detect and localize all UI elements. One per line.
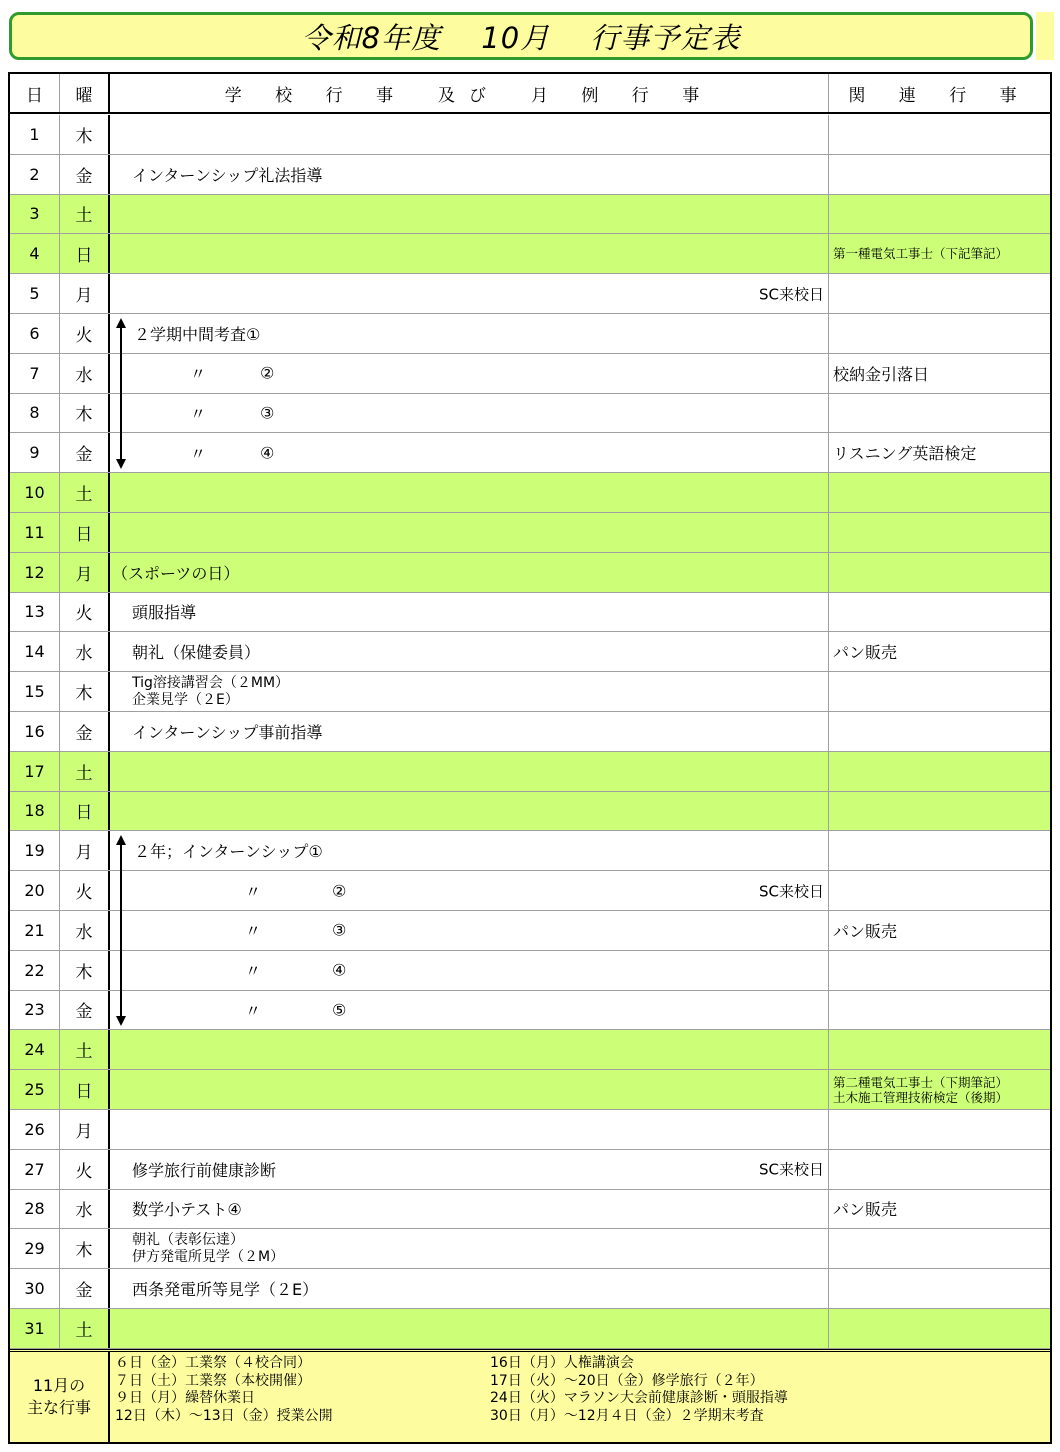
weekday-cell: 土: [60, 1030, 110, 1069]
related-cell: [829, 1110, 1050, 1149]
day-cell: 13: [10, 593, 60, 632]
event-cell: [110, 1030, 829, 1069]
header-dow: 曜: [60, 74, 110, 112]
related-cell: [829, 1229, 1050, 1268]
sc-visit-note: SC来校日: [759, 1160, 824, 1179]
next-month-item: 30日（月）～12月４日（金）２学期末考査: [490, 1407, 764, 1424]
day-cell: 21: [10, 911, 60, 950]
table-row: [10, 513, 1050, 553]
internship-period-range-line: [120, 843, 122, 1018]
related-cell: [829, 234, 1050, 273]
related-text: 第一種電気工事士（下記筆記）: [833, 246, 1009, 262]
day-cell: 26: [10, 1110, 60, 1149]
session-number: ②: [260, 363, 275, 383]
weekday-cell: 金: [60, 433, 110, 472]
related-text: パン販売: [833, 1200, 898, 1220]
table-row: [10, 195, 1050, 235]
weekday-cell: 水: [60, 911, 110, 950]
related-cell: [829, 274, 1050, 313]
event-text: ２年；インターンシップ①: [134, 842, 323, 862]
sc-visit-note: SC来校日: [759, 285, 824, 304]
event-cell: [110, 632, 829, 671]
day-cell: 7: [10, 354, 60, 393]
event-cell: [110, 115, 829, 154]
event-cell: [110, 314, 829, 353]
day-cell: 6: [10, 314, 60, 353]
weekday-cell: 木: [60, 951, 110, 990]
event-text: インターンシップ事前指導: [132, 722, 323, 742]
event-cell: [110, 1110, 829, 1149]
day-cell: 29: [10, 1229, 60, 1268]
event-cell: [110, 274, 829, 313]
related-cell: [829, 1150, 1050, 1189]
table-row: [10, 1229, 1050, 1269]
event-cell: [110, 354, 829, 393]
related-cell: [829, 1070, 1050, 1109]
day-cell: 11: [10, 513, 60, 552]
related-cell: [829, 911, 1050, 950]
day-cell: 24: [10, 1030, 60, 1069]
weekday-cell: 土: [60, 195, 110, 234]
related-cell: [829, 991, 1050, 1030]
related-cell: [829, 433, 1050, 472]
related-cell: [829, 1309, 1050, 1348]
day-cell: 4: [10, 234, 60, 273]
event-text: Tig溶接講習会（２MM）: [132, 674, 290, 691]
weekday-cell: 水: [60, 1190, 110, 1229]
table-row: [10, 433, 1050, 473]
weekday-cell: 木: [60, 672, 110, 711]
event-cell: [110, 513, 829, 552]
weekday-cell: 木: [60, 1229, 110, 1268]
ditto-mark: 〃: [190, 364, 207, 384]
event-cell: [110, 911, 829, 950]
next-month-col1: [110, 1352, 490, 1442]
day-cell: 27: [10, 1150, 60, 1189]
weekday-cell: 月: [60, 831, 110, 870]
ditto-mark: 〃: [190, 404, 207, 424]
related-cell: [829, 1030, 1050, 1069]
day-cell: 18: [10, 792, 60, 831]
exam-period-arrow-down-icon: [116, 459, 126, 469]
next-month-col2: [490, 1352, 1050, 1442]
exam-period-range-line: [120, 326, 122, 461]
table-row: [10, 1309, 1050, 1349]
weekday-cell: 日: [60, 1070, 110, 1109]
related-text: 土木施工管理技術検定（後期）: [833, 1089, 1009, 1105]
event-cell: [110, 1229, 829, 1268]
weekday-cell: 日: [60, 234, 110, 273]
event-cell: [110, 951, 829, 990]
header-related: 関 連 行 事: [848, 85, 1031, 106]
table-row: [10, 394, 1050, 434]
ditto-mark: 〃: [245, 921, 262, 941]
table-row: [10, 831, 1050, 871]
related-cell: [829, 951, 1050, 990]
ditto-mark: 〃: [245, 1001, 262, 1021]
day-cell: 8: [10, 394, 60, 433]
event-lines: [132, 1232, 284, 1266]
sc-visit-note: SC来校日: [759, 882, 824, 901]
related-text: パン販売: [833, 643, 898, 663]
session-number: ⑤: [332, 1000, 347, 1020]
table-row: [10, 951, 1050, 991]
weekday-cell: 金: [60, 155, 110, 194]
next-month-events: [10, 1349, 1050, 1442]
weekday-cell: 木: [60, 115, 110, 154]
related-cell: [829, 513, 1050, 552]
table-row: [10, 274, 1050, 314]
ditto-mark: 〃: [190, 444, 207, 464]
day-cell: 22: [10, 951, 60, 990]
ditto-mark: 〃: [245, 961, 262, 981]
related-cell: [829, 792, 1050, 831]
weekday-cell: 火: [60, 593, 110, 632]
table-row: [10, 314, 1050, 354]
event-text: 修学旅行前健康診断: [132, 1160, 277, 1180]
related-cell: [829, 314, 1050, 353]
related-cell: [829, 394, 1050, 433]
day-cell: 1: [10, 115, 60, 154]
weekday-cell: 木: [60, 394, 110, 433]
ditto-mark: 〃: [245, 882, 262, 902]
table-row: [10, 1110, 1050, 1150]
session-number: ④: [332, 960, 347, 980]
table-row: [10, 792, 1050, 832]
event-text: 朝礼（保健委員）: [132, 643, 261, 663]
related-cell: [829, 752, 1050, 791]
table-row: [10, 1150, 1050, 1190]
next-month-label-line1: 11月の: [32, 1376, 86, 1395]
event-text: 企業見学（２E）: [132, 691, 239, 708]
table-row: [10, 354, 1050, 394]
event-cell: [110, 792, 829, 831]
internship-period-arrow-down-icon: [116, 1016, 126, 1026]
table-row: [10, 1070, 1050, 1110]
day-cell: 28: [10, 1190, 60, 1229]
event-cell: [110, 433, 829, 472]
event-cell: [110, 553, 829, 592]
weekday-cell: 月: [60, 553, 110, 592]
day-cell: 23: [10, 991, 60, 1030]
related-cell: [829, 672, 1050, 711]
day-cell: 12: [10, 553, 60, 592]
related-text: 校納金引落日: [833, 364, 930, 384]
weekday-cell: 月: [60, 274, 110, 313]
table-row: [10, 672, 1050, 712]
related-text: リスニング英語検定: [833, 444, 977, 464]
day-cell: 14: [10, 632, 60, 671]
next-month-item: 17日（火）～20日（金）修学旅行（２年）: [490, 1372, 764, 1389]
event-cell: [110, 1150, 829, 1189]
event-text: （スポーツの日）: [112, 563, 240, 583]
related-cell: [829, 195, 1050, 234]
next-month-item: 12日（木）～13日（金）授業公開: [115, 1407, 333, 1424]
session-number: ③: [332, 920, 347, 940]
related-cell: [829, 553, 1050, 592]
event-lines: [132, 675, 289, 709]
schedule-table: [8, 72, 1052, 1444]
table-row: [10, 1030, 1050, 1070]
event-cell: [110, 991, 829, 1030]
event-cell: [110, 155, 829, 194]
table-row: [10, 632, 1050, 672]
session-number: ③: [260, 403, 275, 423]
related-cell: [829, 155, 1050, 194]
table-row: [10, 1269, 1050, 1309]
table-row: [10, 155, 1050, 195]
weekday-cell: 金: [60, 712, 110, 751]
event-cell: [110, 1070, 829, 1109]
related-lines: [833, 1075, 1008, 1105]
related-text: 第二種電気工事士（下期筆記）: [833, 1074, 1009, 1090]
event-cell: [110, 871, 829, 910]
weekday-cell: 水: [60, 354, 110, 393]
weekday-cell: 土: [60, 752, 110, 791]
day-cell: 19: [10, 831, 60, 870]
day-cell: 30: [10, 1269, 60, 1308]
event-cell: [110, 195, 829, 234]
related-cell: [829, 831, 1050, 870]
related-cell: [829, 115, 1050, 154]
event-text: 頭服指導: [132, 603, 197, 623]
weekday-cell: 火: [60, 871, 110, 910]
weekday-cell: 金: [60, 1269, 110, 1308]
next-month-item: ７日（土）工業祭（本校開催）: [115, 1372, 311, 1389]
day-cell: 31: [10, 1309, 60, 1348]
table-row: [10, 1190, 1050, 1230]
related-cell: [829, 354, 1050, 393]
weekday-cell: 月: [60, 1110, 110, 1149]
title-strip: [1036, 12, 1054, 60]
event-cell: [110, 672, 829, 711]
table-row: [10, 991, 1050, 1031]
table-row: [10, 752, 1050, 792]
next-month-item: ９日（月）繰替休業日: [115, 1390, 255, 1406]
page-title: 令和8年度 10月 行事予定表: [301, 20, 741, 55]
event-text: 数学小テスト④: [132, 1200, 242, 1220]
event-cell: [110, 712, 829, 751]
day-cell: 16: [10, 712, 60, 751]
related-text: パン販売: [833, 921, 898, 941]
event-cell: [110, 752, 829, 791]
next-month-label: [10, 1352, 110, 1442]
table-row: [10, 911, 1050, 951]
table-row: [10, 234, 1050, 274]
related-cell: [829, 871, 1050, 910]
table-row: [10, 593, 1050, 633]
event-text: インターンシップ礼法指導: [132, 165, 323, 185]
day-cell: 10: [10, 473, 60, 512]
day-cell: 5: [10, 274, 60, 313]
header-day: 日: [10, 74, 60, 112]
event-text: 西条発電所等見学（２E）: [132, 1280, 319, 1300]
related-cell: [829, 593, 1050, 632]
next-month-label-line2: 主な行事: [26, 1398, 91, 1417]
weekday-cell: 土: [60, 1309, 110, 1348]
session-number: ④: [260, 443, 275, 463]
day-cell: 9: [10, 433, 60, 472]
event-cell: [110, 1309, 829, 1348]
table-row: [10, 712, 1050, 752]
event-cell: [110, 234, 829, 273]
weekday-cell: 火: [60, 1150, 110, 1189]
table-row: [10, 473, 1050, 513]
event-text: 朝礼（表彰伝達）: [132, 1231, 244, 1248]
next-month-item: ６日（金）工業祭（４校合同）: [115, 1355, 311, 1371]
weekday-cell: 日: [60, 792, 110, 831]
day-cell: 2: [10, 155, 60, 194]
related-cell: [829, 1190, 1050, 1229]
header-events: 学 校 行 事 及び 月 例 行 事: [110, 74, 829, 112]
table-header: [10, 74, 1050, 114]
related-cell: [829, 1269, 1050, 1308]
weekday-cell: 土: [60, 473, 110, 512]
table-row: [10, 553, 1050, 593]
day-cell: 25: [10, 1070, 60, 1109]
day-cell: 15: [10, 672, 60, 711]
event-cell: [110, 593, 829, 632]
event-text: 伊方発電所見学（２M）: [132, 1248, 285, 1265]
next-month-item: 16日（月）人権講演会: [490, 1355, 634, 1371]
weekday-cell: 金: [60, 991, 110, 1030]
day-cell: 3: [10, 195, 60, 234]
session-number: ②: [332, 881, 347, 901]
related-cell: [829, 632, 1050, 671]
weekday-cell: 火: [60, 314, 110, 353]
event-cell: [110, 1190, 829, 1229]
event-cell: [110, 394, 829, 433]
weekday-cell: 水: [60, 632, 110, 671]
event-cell: [110, 1269, 829, 1308]
weekday-cell: 日: [60, 513, 110, 552]
table-row: [10, 871, 1050, 911]
related-cell: [829, 473, 1050, 512]
event-cell: [110, 831, 829, 870]
event-cell: [110, 473, 829, 512]
table-row: [10, 115, 1050, 155]
event-text: ２学期中間考査①: [134, 324, 261, 344]
day-cell: 20: [10, 871, 60, 910]
title-banner: [9, 12, 1033, 60]
next-month-item: 24日（火）マラソン大会前健康診断・頭服指導: [490, 1390, 788, 1406]
day-cell: 17: [10, 752, 60, 791]
related-cell: [829, 712, 1050, 751]
